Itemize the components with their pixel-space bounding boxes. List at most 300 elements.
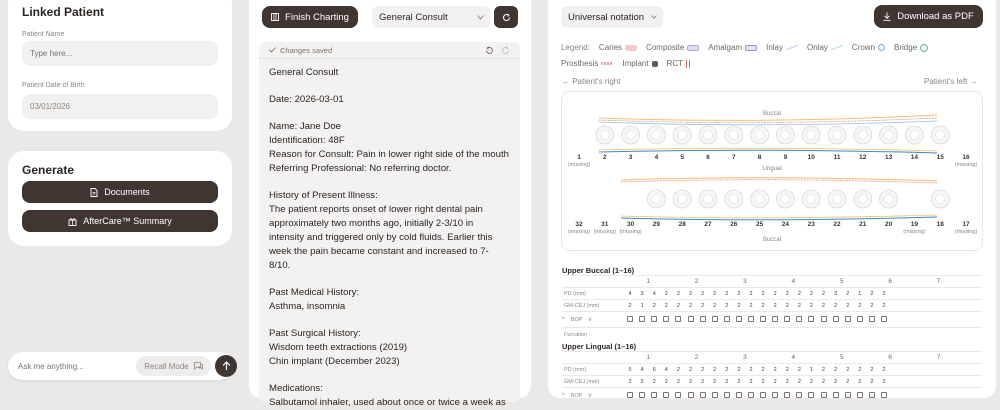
tooth-number: 17 xyxy=(962,221,970,228)
missing-label: (missing) xyxy=(903,229,926,235)
legend xyxy=(561,43,981,68)
perio-value-cell[interactable]: 2 xyxy=(785,378,789,385)
missing-label: (missing) xyxy=(567,162,591,168)
bop-checkbox[interactable] xyxy=(712,392,718,398)
generate-card xyxy=(8,151,232,246)
tooth-11[interactable] xyxy=(828,126,846,144)
tooth-5[interactable] xyxy=(673,126,691,144)
tooth-number: 26 xyxy=(730,221,738,228)
perio-value-cell[interactable]: 2 xyxy=(676,378,680,385)
legend-item-bridge: Bridge xyxy=(894,43,928,52)
perio-value-cell[interactable]: 2 xyxy=(809,290,813,297)
regenerate-button[interactable] xyxy=(494,6,518,28)
perio-tooth-number: 4 xyxy=(791,354,796,361)
perio-tooth-number: 3 xyxy=(743,354,747,361)
perio-value-cell[interactable]: 3 xyxy=(640,290,644,297)
redo-icon[interactable] xyxy=(501,46,510,55)
bop-checkbox[interactable] xyxy=(845,392,851,398)
tooth-number: 10 xyxy=(807,154,815,161)
perio-value-cell[interactable]: 2 xyxy=(640,378,644,385)
implant-swatch xyxy=(652,61,658,67)
check-icon xyxy=(269,47,276,53)
tooth-number: 11 xyxy=(833,154,841,161)
bop-checkbox[interactable] xyxy=(881,392,887,398)
tooth-number: 30 xyxy=(626,221,635,228)
rct-swatch xyxy=(686,60,690,68)
perio-value-cell[interactable]: 2 xyxy=(749,378,753,385)
tooth-26[interactable] xyxy=(725,190,743,208)
bop-checkbox[interactable] xyxy=(808,316,814,322)
legend-item-caries: Caries xyxy=(599,43,637,52)
tooth-28[interactable] xyxy=(673,190,691,208)
finish-charting-button[interactable] xyxy=(262,6,358,28)
linked-patient-title: Linked Patient xyxy=(22,5,105,19)
caries-swatch xyxy=(625,45,637,51)
perio-value-cell[interactable]: 2 xyxy=(761,302,765,309)
perio-value-cell[interactable]: 2 xyxy=(834,378,838,385)
tooth-25[interactable] xyxy=(751,190,769,208)
note-demographics: Name: Jane Doe Identification: 48F Reason for Consult: Pain in lower right side of the mouth Referring Professional: No referring doctor. xyxy=(269,121,509,174)
bop-checkbox[interactable] xyxy=(808,392,814,398)
patient-name-label: Patient Name xyxy=(22,31,65,38)
bop-checkbox[interactable] xyxy=(700,316,706,322)
note-panel xyxy=(249,0,531,408)
perio-tooth-number: 3 xyxy=(743,278,747,285)
ub-furcation-label: Furcation xyxy=(564,331,587,338)
bop-checkbox[interactable] xyxy=(663,316,669,322)
bop-checkbox[interactable] xyxy=(748,392,754,398)
perio-value-cell[interactable]: 2 xyxy=(737,378,741,385)
ub-gm-label: GM-CEJ (mm) xyxy=(564,302,600,309)
patient-dob-label: Patient Date of Birth xyxy=(22,82,85,89)
tooth-number: 4 xyxy=(654,154,659,161)
legend-item-composite: Composite xyxy=(646,43,699,52)
perio-value-cell[interactable]: 2 xyxy=(628,302,632,309)
bop-checkbox[interactable] xyxy=(675,316,681,322)
perio-value-cell[interactable]: 2 xyxy=(822,378,826,385)
perio-value-cell[interactable]: 2 xyxy=(797,378,801,385)
perio-value-cell[interactable]: 2 xyxy=(882,302,886,309)
missing-label: (missing) xyxy=(567,229,591,235)
missing-label: (missing) xyxy=(954,162,978,168)
perio-value-cell[interactable]: 2 xyxy=(785,302,789,309)
tooth-22[interactable] xyxy=(828,190,846,208)
tooth-number: 29 xyxy=(652,221,661,228)
perio-value-cell[interactable]: 4 xyxy=(628,290,632,297)
chevron-down-icon xyxy=(651,15,657,19)
linked-patient-card xyxy=(8,0,232,131)
perio-value-cell[interactable]: 2 xyxy=(737,366,741,373)
perio-upper-buccal-grid[interactable] xyxy=(562,275,982,341)
patient-dob-field[interactable] xyxy=(22,94,218,119)
perio-value-cell[interactable]: 2 xyxy=(870,366,874,373)
template-select[interactable] xyxy=(372,6,490,28)
ul-gm-label: GM-CEJ (mm) xyxy=(564,378,600,385)
bop-checkbox[interactable] xyxy=(675,392,681,398)
perio-value-cell[interactable]: 6 xyxy=(652,366,656,373)
bop-checkbox[interactable] xyxy=(651,392,657,398)
bop-checkbox[interactable] xyxy=(869,392,875,398)
perio-value-cell[interactable]: 2 xyxy=(664,302,668,309)
assistant-bar xyxy=(8,352,234,380)
perio-value-cell[interactable]: 2 xyxy=(713,378,717,385)
perio-value-cell[interactable]: 2 xyxy=(701,378,705,385)
perio-value-cell[interactable]: 2 xyxy=(737,290,741,297)
tooth-number: 19 xyxy=(910,221,919,228)
perio-value-cell[interactable]: 2 xyxy=(797,290,801,297)
bop-checkbox[interactable] xyxy=(821,316,827,322)
bop-checkbox[interactable] xyxy=(857,316,863,322)
note-hpi: History of Present Illness: The patient reports onset of lower right dental pain approximately two months ago, initially 2-3/10 in intensity and triggered only by cold fluids. Earlier this week the pain became constant and increased to 7-8/10. xyxy=(269,190,493,271)
perio-value-cell[interactable]: 2 xyxy=(761,290,765,297)
perio-value-cell[interactable]: 4 xyxy=(652,290,656,297)
download-pdf-button[interactable] xyxy=(874,5,983,28)
patient-dob-value: 03/01/2026 xyxy=(30,102,71,111)
refresh-icon xyxy=(502,13,511,22)
notation-select[interactable] xyxy=(561,6,663,28)
chevron-up-icon: ^ xyxy=(562,392,565,399)
tooth-number: 3 xyxy=(628,154,633,161)
tooth-number: 6 xyxy=(706,154,710,161)
tooth-8[interactable] xyxy=(751,126,769,144)
perio-value-cell[interactable]: 2 xyxy=(870,378,874,385)
perio-value-cell[interactable]: 2 xyxy=(725,366,729,373)
arrow-up-icon xyxy=(222,361,231,371)
perio-value-cell[interactable]: 2 xyxy=(882,366,886,373)
perio-value-cell[interactable]: 2 xyxy=(773,366,777,373)
perio-value-cell[interactable]: 2 xyxy=(688,290,693,297)
perio-value-cell[interactable]: 2 xyxy=(713,290,717,297)
perio-tooth-number: 4 xyxy=(791,278,796,285)
legend-item-onlay: Onlay xyxy=(807,43,843,52)
bop-checkbox[interactable] xyxy=(845,316,851,322)
bop-checkbox[interactable] xyxy=(688,316,694,322)
note-pmh: Past Medical History: Asthma, insomnia xyxy=(269,287,360,312)
perio-value-cell[interactable]: 2 xyxy=(870,290,874,297)
perio-value-cell[interactable]: 2 xyxy=(676,290,680,297)
perio-value-cell[interactable]: 2 xyxy=(688,378,693,385)
columns-icon xyxy=(271,13,279,21)
onlay-swatch xyxy=(831,45,843,51)
legend-item-implant: Implant xyxy=(622,59,657,68)
bop-checkbox[interactable] xyxy=(772,316,778,322)
tooth-23[interactable] xyxy=(802,190,820,208)
bop-checkbox[interactable] xyxy=(869,316,875,322)
perio-value-cell[interactable]: 2 xyxy=(809,378,813,385)
perio-tooth-number: 2 xyxy=(694,278,699,285)
tooth-number: 23 xyxy=(807,221,815,228)
tooth-10[interactable] xyxy=(802,126,820,144)
perio-value-cell[interactable]: 2 xyxy=(749,366,753,373)
chevron-down-icon: v xyxy=(588,392,592,399)
perio-value-cell[interactable]: 2 xyxy=(882,290,886,297)
perio-tooth-number: 2 xyxy=(694,354,699,361)
bop-checkbox[interactable] xyxy=(857,392,863,398)
bop-checkbox[interactable] xyxy=(821,392,827,398)
perio-value-cell[interactable]: 2 xyxy=(749,302,753,309)
ub-pd-label: PD (mm) xyxy=(564,290,586,297)
perio-value-cell[interactable]: 2 xyxy=(822,290,826,297)
perio-value-cell[interactable]: 1 xyxy=(858,290,862,297)
missing-label: (missing) xyxy=(619,229,642,235)
note-title: General Consult xyxy=(269,67,339,78)
tooth-21[interactable] xyxy=(854,190,872,208)
perio-value-cell[interactable]: 2 xyxy=(676,366,680,373)
tooth-7[interactable] xyxy=(725,126,743,144)
document-icon xyxy=(90,188,98,197)
tooth-number: 8 xyxy=(757,154,762,161)
chat-icon xyxy=(194,362,203,370)
bop-checkbox[interactable] xyxy=(833,316,839,322)
tooth-4[interactable] xyxy=(647,126,665,144)
note-editor[interactable] xyxy=(259,42,520,408)
save-status-bar xyxy=(259,42,520,59)
perio-upper-lingual-grid[interactable] xyxy=(562,351,982,403)
perio-value-cell[interactable]: 2 xyxy=(858,366,862,373)
tooth-24[interactable] xyxy=(776,190,794,208)
bop-checkbox[interactable] xyxy=(760,392,766,398)
documents-button[interactable] xyxy=(22,181,218,203)
perio-value-cell[interactable]: 2 xyxy=(701,302,705,309)
assistant-input[interactable] xyxy=(18,358,128,374)
bop-checkbox[interactable] xyxy=(639,392,645,398)
tooth-3[interactable] xyxy=(622,126,640,144)
perio-value-cell[interactable]: 2 xyxy=(725,302,729,309)
perio-value-cell[interactable]: 2 xyxy=(858,302,862,309)
perio-value-cell[interactable]: 2 xyxy=(676,302,680,309)
tooth-2[interactable] xyxy=(596,126,614,144)
crown-swatch xyxy=(878,44,885,51)
perio-value-cell[interactable]: 4 xyxy=(640,366,644,373)
tooth-29[interactable] xyxy=(647,190,665,208)
perio-value-cell[interactable]: 2 xyxy=(664,290,668,297)
tooth-number: 18 xyxy=(936,221,944,228)
bop-checkbox[interactable] xyxy=(784,392,790,398)
perio-value-cell[interactable]: 2 xyxy=(834,302,838,309)
perio-value-cell[interactable]: 2 xyxy=(664,378,668,385)
perio-value-cell[interactable]: 3 xyxy=(834,290,838,297)
tooth-number: 5 xyxy=(680,154,685,161)
send-button[interactable] xyxy=(215,355,237,377)
perio-value-cell[interactable]: 2 xyxy=(652,302,656,309)
chevron-up-icon: ^ xyxy=(562,316,565,323)
perio-value-cell[interactable]: 2 xyxy=(809,302,813,309)
legend-item-rct: RCT xyxy=(667,59,690,68)
bop-checkbox[interactable] xyxy=(688,392,694,398)
perio-tooth-number: 6 xyxy=(888,278,892,285)
tooth-18[interactable] xyxy=(931,190,949,208)
tooth-9[interactable] xyxy=(776,126,794,144)
bop-checkbox[interactable] xyxy=(724,392,730,398)
tooth-number: 21 xyxy=(859,221,867,228)
bop-checkbox[interactable] xyxy=(627,316,633,322)
perio-value-cell[interactable]: 2 xyxy=(846,378,850,385)
perio-tooth-number: 7 xyxy=(936,278,941,285)
note-date: Date: 2026-03-01 xyxy=(269,94,344,105)
legend-item-prosthesis: Prosthesis xyxy=(561,59,613,68)
perio-value-cell[interactable]: 1 xyxy=(640,302,644,309)
finish-charting-label: Finish Charting xyxy=(285,11,349,23)
bop-checkbox[interactable] xyxy=(724,316,730,322)
aftercare-summary-button[interactable] xyxy=(22,210,218,232)
perio-value-cell[interactable]: 2 xyxy=(701,366,705,373)
tooth-number: 15 xyxy=(936,154,944,161)
perio-value-cell[interactable]: 2 xyxy=(713,302,717,309)
tooth-number: 27 xyxy=(704,221,712,228)
bop-checkbox[interactable] xyxy=(760,316,766,322)
perio-value-cell[interactable]: 2 xyxy=(834,366,838,373)
aftercare-summary-label: AfterCare™ Summary xyxy=(83,216,172,226)
missing-label: (missing) xyxy=(593,229,616,235)
tooth-number: 2 xyxy=(602,154,607,161)
perio-value-cell[interactable]: 2 xyxy=(797,302,801,309)
tooth-number: 32 xyxy=(575,221,583,228)
buccal-label-upper: Buccal xyxy=(762,111,782,117)
perio-tooth-number: 1 xyxy=(646,354,650,361)
perio-value-cell[interactable]: 5 xyxy=(628,366,632,373)
bop-checkbox[interactable] xyxy=(796,316,802,322)
tooth-number: 13 xyxy=(884,154,893,161)
bop-checkbox[interactable] xyxy=(881,316,887,322)
patient-left-label: Patient's left → xyxy=(924,77,978,86)
perio-value-cell[interactable]: 2 xyxy=(797,366,801,373)
perio-value-cell[interactable]: 4 xyxy=(664,366,668,373)
note-medications: Medications: Salbutamol inhaler, used about once or twice a week as xyxy=(269,383,506,408)
perio-value-cell[interactable]: 2 xyxy=(846,302,850,309)
bop-checkbox[interactable] xyxy=(627,392,633,398)
tooth-20[interactable] xyxy=(880,190,898,208)
perio-value-cell[interactable]: 2 xyxy=(749,290,753,297)
perio-value-cell[interactable]: 1 xyxy=(809,366,813,373)
perio-value-cell[interactable]: 2 xyxy=(846,366,850,373)
tooth-number: 24 xyxy=(781,221,790,228)
perio-value-cell[interactable]: 2 xyxy=(713,366,717,373)
save-status-text: Changes saved xyxy=(280,45,333,55)
bop-checkbox[interactable] xyxy=(736,392,742,398)
perio-value-cell[interactable]: 2 xyxy=(773,290,777,297)
amalgam-swatch xyxy=(745,45,757,51)
prosthesis-swatch xyxy=(601,62,613,65)
chevron-down-icon: v xyxy=(588,316,592,323)
tooth-number: 14 xyxy=(910,154,919,161)
undo-icon[interactable] xyxy=(485,46,494,55)
perio-tooth-number: 5 xyxy=(839,278,844,285)
bop-checkbox[interactable] xyxy=(712,316,718,322)
perio-value-cell[interactable]: 2 xyxy=(773,302,777,309)
legend-label: Legend: xyxy=(561,43,590,52)
perio-value-cell[interactable]: 2 xyxy=(628,378,632,385)
tooth-number: 1 xyxy=(577,154,581,161)
generate-title: Generate xyxy=(22,163,75,177)
perio-value-cell[interactable]: 2 xyxy=(725,378,729,385)
tooth-15[interactable] xyxy=(931,126,949,144)
bop-checkbox[interactable] xyxy=(796,392,802,398)
tooth-number: 31 xyxy=(601,221,609,228)
ul-pd-label: PD (mm) xyxy=(564,366,586,373)
perio-value-cell[interactable]: 2 xyxy=(846,290,850,297)
perio-value-cell[interactable]: 2 xyxy=(652,378,656,385)
patient-name-input[interactable] xyxy=(22,41,218,66)
bop-checkbox[interactable] xyxy=(736,316,742,322)
perio-value-cell[interactable]: 2 xyxy=(822,366,826,373)
documents-label: Documents xyxy=(104,187,150,197)
patient-right-label: ← Patient's right xyxy=(562,77,621,86)
missing-label: (missing) xyxy=(954,229,978,235)
bop-checkbox[interactable] xyxy=(748,316,754,322)
perio-value-cell[interactable]: 2 xyxy=(785,290,789,297)
perio-value-cell[interactable]: 2 xyxy=(773,378,777,385)
perio-value-cell[interactable]: 2 xyxy=(882,378,886,385)
bop-checkbox[interactable] xyxy=(772,392,778,398)
chart-panel xyxy=(548,0,996,398)
recall-mode-label: Recall Mode xyxy=(144,361,189,371)
perio-upper-buccal-title: Upper Buccal (1–16) xyxy=(562,266,635,275)
bridge-swatch xyxy=(920,44,928,52)
chevron-down-icon xyxy=(477,15,484,20)
perio-tooth-number: 5 xyxy=(839,354,844,361)
perio-value-cell[interactable]: 2 xyxy=(701,290,705,297)
perio-tooth-number: 1 xyxy=(646,278,650,285)
tooth-number: 22 xyxy=(833,221,841,228)
odontogram[interactable] xyxy=(561,91,983,251)
perio-value-cell[interactable]: 2 xyxy=(785,366,789,373)
tooth-number: 20 xyxy=(884,221,893,228)
bop-checkbox[interactable] xyxy=(663,392,669,398)
buccal-label-lower: Buccal xyxy=(762,237,782,243)
perio-tooth-number: 7 xyxy=(936,354,941,361)
perio-value-cell[interactable]: 2 xyxy=(822,302,826,309)
bop-checkbox[interactable] xyxy=(784,316,790,322)
note-psh: Past Surgical History: Wisdom teeth extractions (2019) Chin implant (December 2023) xyxy=(269,328,408,367)
perio-value-cell[interactable]: 2 xyxy=(688,366,693,373)
tooth-13[interactable] xyxy=(880,126,898,144)
tooth-6[interactable] xyxy=(699,126,717,144)
gift-icon xyxy=(68,217,77,226)
perio-value-cell[interactable]: 2 xyxy=(761,378,765,385)
template-select-value: General Consult xyxy=(379,11,448,23)
tooth-14[interactable] xyxy=(905,126,923,144)
perio-value-cell[interactable]: 2 xyxy=(725,290,729,297)
perio-value-cell[interactable]: 2 xyxy=(737,302,741,309)
bop-checkbox[interactable] xyxy=(639,316,645,322)
legend-item-crown: Crown xyxy=(852,43,885,52)
bop-checkbox[interactable] xyxy=(700,392,706,398)
bop-checkbox[interactable] xyxy=(833,392,839,398)
inlay-swatch xyxy=(786,45,798,51)
ub-bop-label: BOP xyxy=(570,316,583,323)
tooth-number: 25 xyxy=(755,221,764,228)
tooth-number: 9 xyxy=(783,154,788,161)
tooth-27[interactable] xyxy=(699,190,717,208)
tooth-12[interactable] xyxy=(854,126,872,144)
download-pdf-label: Download as PDF xyxy=(897,11,974,22)
download-icon xyxy=(883,12,891,21)
perio-value-cell[interactable]: 2 xyxy=(858,378,862,385)
tooth-number: 12 xyxy=(859,154,867,161)
perio-upper-lingual-title: Upper Lingual (1–16) xyxy=(562,342,637,351)
recall-mode-toggle[interactable] xyxy=(136,356,211,376)
perio-value-cell[interactable]: 2 xyxy=(688,302,693,309)
legend-item-amalgam: Amalgam xyxy=(708,43,757,52)
composite-swatch xyxy=(687,45,699,51)
tooth-number: 7 xyxy=(731,154,736,161)
notation-select-value: Universal notation xyxy=(568,11,645,23)
perio-value-cell[interactable]: 2 xyxy=(870,302,874,309)
perio-value-cell[interactable]: 2 xyxy=(761,366,765,373)
tooth-number: 28 xyxy=(678,221,686,228)
bop-checkbox[interactable] xyxy=(651,316,657,322)
tooth-number: 16 xyxy=(962,154,970,161)
